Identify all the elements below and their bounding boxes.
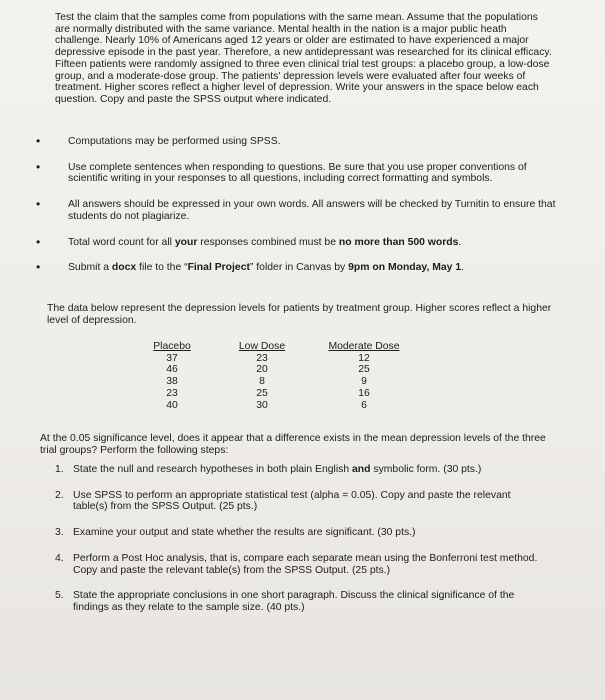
table-cell: 23	[166, 387, 178, 399]
intro-paragraph: Test the claim that the samples come from populations with the same mean. Assume that the populations are normally distributed with the same variance. Mental health in the nation is a major public heath challenge. Nearly 10% of Americans aged 12 years or older are estimated to have experienced a major depressive episode in the past year. Therefore, a new antidepressant was researched for its clinical efficacy. Fifteen patients were randomly assigned to three even clinical trial test groups: a placebo group, a low-dose group, and a moderate-dose group. The patients' depression levels were evaluated after four weeks of treatment. Higher scores reflect a higher level of depression. Write your answers in the space below each question. Copy and paste the SPSS output where indicated.	[55, 12, 552, 105]
bullet-bold-text: docx	[111, 262, 137, 274]
bullet-text-part: Submit a	[68, 262, 112, 274]
bullet-icon: •	[36, 134, 41, 148]
list-item	[36, 234, 556, 249]
bullet-icon: •	[36, 260, 41, 275]
step-number: 1.	[55, 464, 64, 475]
steps-list	[55, 464, 545, 628]
list-item	[36, 159, 556, 185]
table-cell: 37	[166, 352, 178, 364]
list-item	[36, 199, 556, 222]
question-text: At the 0.05 significance level, does it appear that a difference exists in the mean depression levels of the three trial groups? Perform the following steps:	[40, 433, 546, 456]
bullet-bold-text: no more than 500 words	[338, 236, 459, 248]
bullet-text: Computations may be performed using SPSS.	[68, 136, 281, 147]
step-text: Perform a Post Hoc analysis, that is, compare each separate mean using the Bonferroni test method. Copy and paste the relevant table(s) from the SPSS Output. (25 pts.)	[73, 552, 538, 576]
column-header: Placebo	[153, 341, 191, 352]
table-cell: 38	[166, 376, 178, 388]
step-text: State the appropriate conclusions in one short paragraph. Discuss the clinical significance of the findings as they relate to the sample size. (40 pts.)	[73, 590, 515, 613]
table-cell: 12	[358, 352, 370, 364]
list-item	[55, 527, 545, 539]
step-number: 4.	[55, 552, 64, 564]
table-cell: 40	[166, 399, 178, 411]
step-number: 3.	[55, 527, 64, 539]
bullet-bold-text: your	[174, 236, 198, 248]
bullet-text-part: Total word count for all	[68, 236, 175, 248]
data-description: The data below represent the depression levels for patients by treatment group. Higher scores reflect a higher level of depression.	[47, 303, 552, 326]
step-text: Use SPSS to perform an appropriate statistical test (alpha = 0.05). Copy and paste the relevant table(s) from the SPSS Output. (25 pts.)	[73, 489, 511, 513]
table-cell: 20	[256, 364, 268, 376]
bullet-icon: •	[36, 234, 41, 249]
table-cell: 16	[358, 387, 370, 399]
low-dose-column	[236, 341, 288, 411]
list-item	[36, 262, 556, 274]
step-number: 2.	[55, 489, 64, 501]
table-cell: 6	[361, 399, 367, 411]
table-cell: 46	[166, 364, 178, 376]
bullet-icon: •	[36, 159, 41, 174]
column-header: Low Dose	[238, 341, 286, 352]
bullet-text: Use complete sentences when responding to questions. Be sure that you use proper conventions of scientific writing in your responses to all questions, including correct formatting and symbols.	[68, 161, 527, 185]
step-number: 5.	[55, 590, 64, 602]
table-cell: 23	[256, 352, 268, 364]
bullet-text-part: ” folder in Canvas by	[249, 262, 349, 274]
placebo-column	[149, 341, 195, 411]
table-cell: 8	[259, 376, 265, 388]
step-bold-text: and	[352, 464, 371, 475]
list-item	[55, 553, 545, 576]
column-header: Moderate Dose	[328, 341, 400, 352]
instructions-list	[36, 136, 556, 288]
step-text-part: symbolic form. (30 pts.)	[370, 464, 482, 475]
table-cell: 30	[256, 399, 268, 411]
list-item	[36, 136, 556, 148]
table-cell: 25	[358, 364, 370, 376]
bullet-bold-text: 9pm on Monday, May 1	[348, 262, 462, 274]
list-item	[55, 590, 545, 613]
list-item	[55, 464, 545, 476]
bullet-icon: •	[36, 197, 41, 212]
step-text: Examine your output and state whether the results are significant. (30 pts.)	[73, 527, 416, 539]
bullet-bold-text: Final Project	[187, 262, 250, 274]
bullet-text-part: responses combined must be	[197, 236, 339, 248]
bullet-text-part: .	[461, 262, 464, 274]
step-text-part: State the null and research hypotheses in both plain English	[73, 464, 352, 475]
bullet-text-part: .	[458, 236, 462, 248]
moderate-dose-column	[324, 341, 404, 411]
list-item	[55, 490, 545, 513]
bullet-text-part: file to the “	[136, 262, 188, 274]
bullet-text: All answers should be expressed in your own words. All answers will be checked by Turnitin to ensure that students do not plagiarize.	[68, 199, 556, 222]
table-cell: 9	[361, 376, 367, 388]
table-cell: 25	[256, 387, 268, 399]
